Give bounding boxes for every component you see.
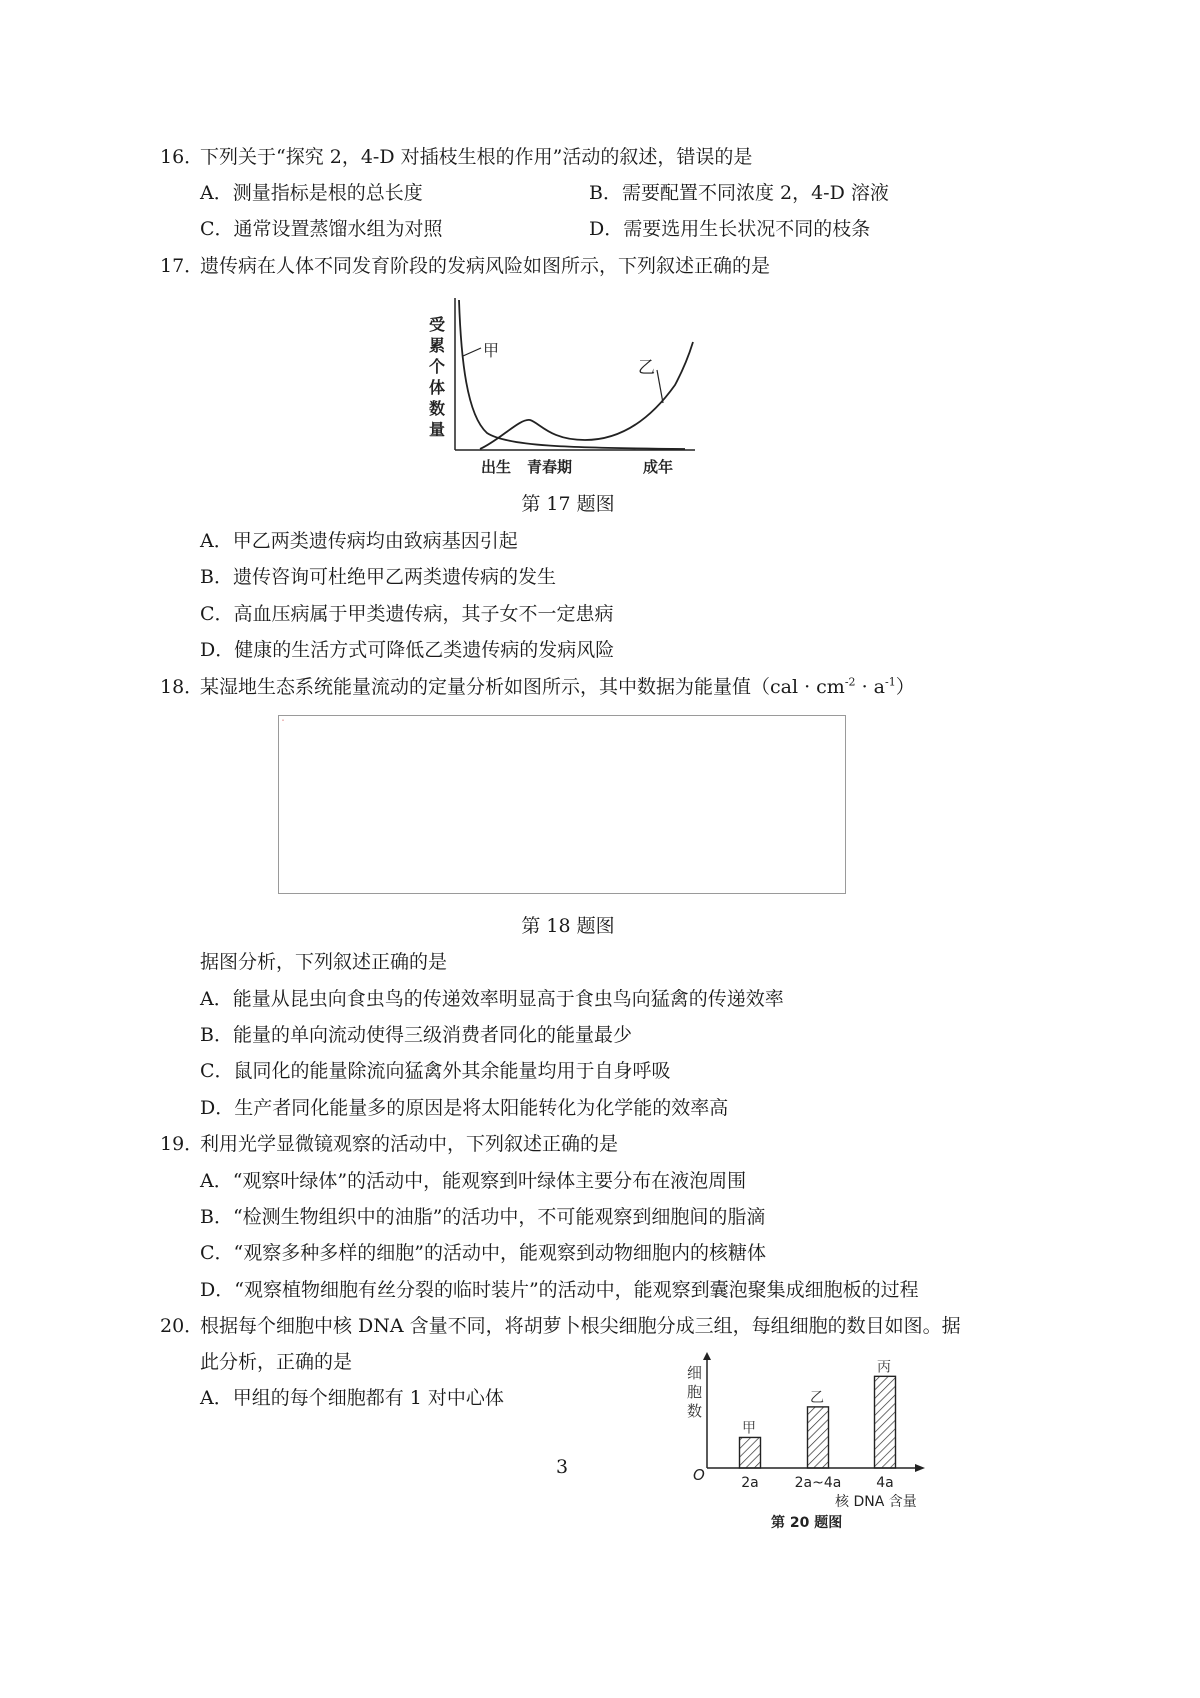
- q17-y-axis-label-char: 个: [429, 357, 446, 376]
- q20-bar: [808, 1407, 829, 1468]
- q20-x-tick-label: 4a: [876, 1475, 894, 1491]
- q17-y-axis-label-char: 体: [429, 378, 446, 397]
- q20-y-axis-label: [687, 1364, 702, 1420]
- q20-x-tick-label: 2a~4a: [794, 1475, 842, 1491]
- q17-x-label-puberty: 青春期: [527, 458, 573, 476]
- q17-y-axis-label-char: 受: [429, 315, 446, 334]
- q18-option-a: A．能量从昆虫向食虫鸟的传递效率明显高于食虫鸟向猛禽的传递效率: [200, 988, 784, 1010]
- q20-bar-chart: [685, 1350, 935, 1535]
- q17-leader-yi: [657, 370, 663, 403]
- q17-curve-jia-label: 甲: [483, 341, 500, 360]
- q18-stem-end: ）: [895, 676, 915, 698]
- q18-stem: [200, 675, 915, 699]
- q18-option-b: B．能量的单向流动使得三级消费者同化的能量最少: [200, 1024, 632, 1046]
- q18-stem-mid: · a: [855, 676, 885, 698]
- q20-caption: 第 20 题图: [771, 1515, 843, 1531]
- q19-option-a: A．“观察叶绿体”的活动中，能观察到叶绿体主要分布在液泡周围: [200, 1170, 747, 1192]
- q16-option-d: D．需要选用生长状况不同的枝条: [589, 218, 871, 240]
- q18-caption: 第 18 题图: [521, 915, 615, 937]
- q17-x-label-adult: 成年: [643, 458, 674, 476]
- q18-option-d: D．生产者同化能量多的原因是将太阳能转化为化学能的效率高: [200, 1097, 729, 1119]
- q17-caption: 第 17 题图: [521, 493, 615, 515]
- q20-bar: [740, 1437, 761, 1468]
- q17-figure: [425, 290, 705, 480]
- q20-bar-label: 乙: [810, 1389, 824, 1406]
- q20-y-axis-label-char: 数: [687, 1402, 703, 1420]
- q17-option-a: A．甲乙两类遗传病均由致病基因引起: [200, 530, 518, 552]
- q18-figure-broken-image-mark: ▫: [282, 718, 285, 722]
- q19-option-b: B．“检测生物组织中的油脂”的活功中，不可能观察到细胞间的脂滴: [200, 1206, 766, 1228]
- q20-bar: [875, 1376, 896, 1468]
- q20-y-axis-label-char: 细: [687, 1364, 703, 1382]
- q17-y-axis-label-char: 数: [429, 399, 446, 418]
- q20-origin-label: O: [693, 1466, 705, 1484]
- q16-stem: 下列关于“探究 2，4-D 对插枝生根的作用”活动的叙述，错误的是: [200, 146, 753, 168]
- q17-y-axis-label: [429, 315, 445, 439]
- q18-option-c: C．鼠同化的能量除流向猛禽外其余能量均用于自身呼吸: [200, 1060, 671, 1082]
- q18-stem-sup1: -2: [844, 675, 856, 689]
- q17-y-axis-label-char: 量: [429, 420, 446, 439]
- q16-option-c: C．通常设置蒸馏水组为对照: [200, 218, 443, 240]
- q17-curve-yi-label: 乙: [638, 358, 655, 378]
- q17-stem: 遗传病在人体不同发育阶段的发病风险如图所示，下列叙述正确的是: [200, 255, 771, 277]
- q18-lead: 据图分析，下列叙述正确的是: [200, 951, 448, 973]
- q16-option-b: B．需要配置不同浓度 2，4-D 溶液: [589, 182, 889, 204]
- q16-number: 16．: [160, 146, 204, 168]
- q20-x-axis-arrow-icon: [915, 1464, 925, 1472]
- q17-number: 17．: [160, 255, 204, 277]
- q20-y-axis-arrow-icon: [703, 1352, 711, 1360]
- q17-option-d: D．健康的生活方式可降低乙类遗传病的发病风险: [200, 639, 615, 661]
- q17-leader-jia: [463, 348, 481, 356]
- q18-stem-sup2: -1: [885, 675, 896, 689]
- q16-option-a: A．测量指标是根的总长度: [200, 182, 423, 204]
- q19-number: 19．: [160, 1133, 204, 1155]
- q20-bar-label: 丙: [877, 1359, 891, 1376]
- q20-x-tick-label: 2a: [741, 1475, 759, 1491]
- q20-stem-line1: 根据每个细胞中核 DNA 含量不同，将胡萝卜根尖细胞分成三组，每组细胞的数目如图。据: [200, 1315, 961, 1337]
- q17-option-b: B．遗传咨询可杜绝甲乙两类遗传病的发生: [200, 566, 556, 588]
- q20-bar-label: 甲: [742, 1420, 756, 1437]
- q18-stem-text: 某湿地生态系统能量流动的定量分析如图所示，其中数据为能量值（cal · cm: [200, 676, 845, 698]
- q18-figure-placeholder: [278, 715, 846, 894]
- q19-stem: 利用光学显微镜观察的活动中，下列叙述正确的是: [200, 1133, 619, 1155]
- q20-option-a: A．甲组的每个细胞都有 1 对中心体: [200, 1387, 504, 1409]
- q17-option-c: C．高血压病属于甲类遗传病，其子女不一定患病: [200, 603, 614, 625]
- q20-stem-line2: 此分析，正确的是: [200, 1351, 353, 1373]
- q20-x-axis-label: 核 DNA 含量: [835, 1494, 917, 1510]
- q20-y-axis-label-char: 胞: [687, 1383, 703, 1401]
- page-number: 3: [556, 1456, 569, 1478]
- q17-x-label-birth: 出生: [481, 458, 512, 476]
- q19-option-d: D．“观察植物细胞有丝分裂的临时装片”的活动中，能观察到囊泡聚集成细胞板的过程: [200, 1279, 919, 1301]
- q20-number: 20．: [160, 1315, 204, 1337]
- q19-option-c: C．“观察多种多样的细胞”的活动中，能观察到动物细胞内的核糖体: [200, 1242, 766, 1264]
- q17-y-axis-label-char: 累: [429, 336, 446, 355]
- q18-number: 18．: [160, 676, 204, 698]
